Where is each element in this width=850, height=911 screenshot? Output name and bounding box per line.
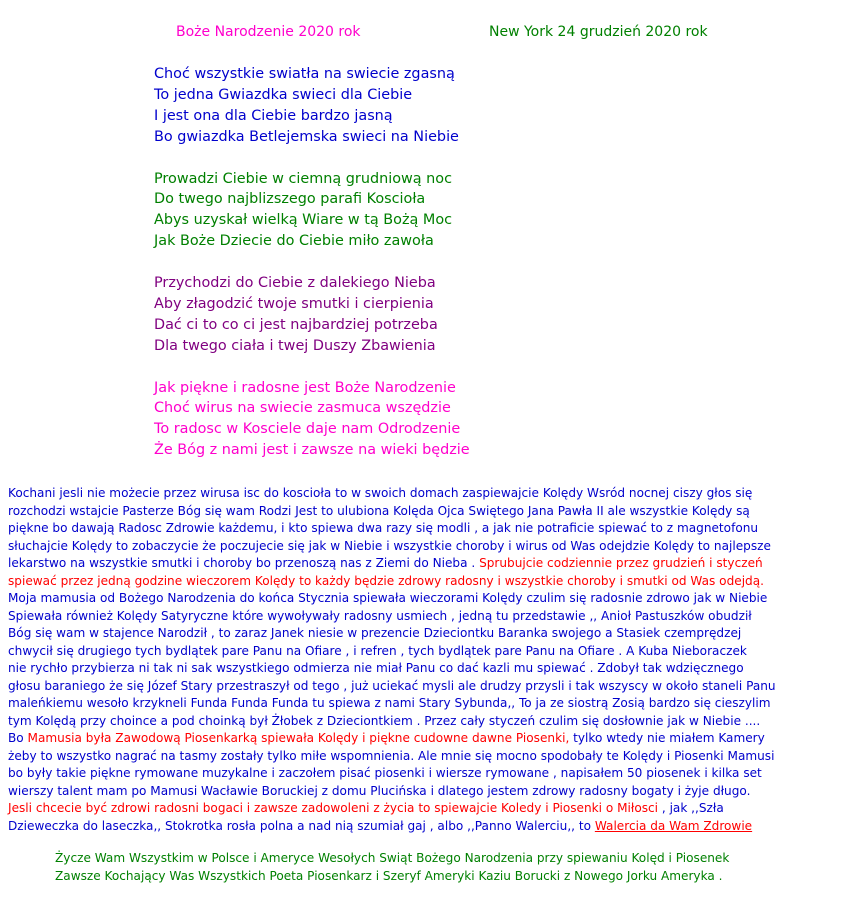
poem-line: Aby złagodzić twoje smutki i cierpienia xyxy=(154,295,434,312)
poem-line: Że Bóg z nami jest i zawsze na wieki będzie xyxy=(154,442,470,459)
prose-text: Bo xyxy=(8,731,28,745)
closing-signature xyxy=(55,850,845,885)
prose-highlight-line: spiewać przez jedną godzine wieczorem Kolędy to każdy będzie zdrowy radosny i wszystkie choroby i smutki od Was odejdą. xyxy=(8,573,764,588)
prose-line: głosu baraniego że się Józef Stary przestraszył od tego , już uciekać mysli ale drudzy przysli i tak wszyscy w około staneli Panu xyxy=(8,678,776,693)
prose-text: Dzieweczka do laseczka,, Stokrotka rosła polna a nad nią szumiał gaj , albo ,,Panno Walerciu,, to xyxy=(8,818,595,833)
prose-highlight: Jesli chcecie być zdrowi radosni bogaci i zawsze zadowoleni z życia to spiewajcie Koledy i Piosenki o Miłosci xyxy=(8,801,659,815)
poem xyxy=(154,64,674,482)
poem-line: Jak piękne i radosne jest Boże Narodzenie xyxy=(154,379,456,396)
poem-line: Bo gwiazdka Betlejemska swieci na Niebie xyxy=(154,128,459,145)
prose-line xyxy=(8,818,838,836)
prose-line: nie rychło przybierza ni tak ni sak wszystkiego odmierza nie miał Panu co dać kazli mu spiewać . Zdobył tak wdzięcznego xyxy=(8,661,744,675)
prose-line: tym Kolędą przy choince a pod choinką był Żłobek z Dzieciontkiem . Przez cały styczeń czulim się dosłownie jak w Niebie .... xyxy=(8,713,761,728)
prose-line xyxy=(8,555,838,573)
header-date: New York 24 grudzień 2020 rok xyxy=(489,24,708,40)
poem-stanza-4 xyxy=(154,378,674,462)
poem-line: Do twego najblizszego parafi Koscioła xyxy=(154,191,426,208)
prose-text: tylko wtedy nie miałem Kamery xyxy=(569,731,765,745)
prose-line: Kochani jesli nie możecie przez wirusa isc do koscioła to w swoich domach zaspiewajcie Kolędy Wsród nocnej ciszy głos się xyxy=(8,486,753,500)
poem-line: To jedna Gwiazdka swieci dla Ciebie xyxy=(154,86,413,103)
poem-line: Jak Boże Dziecie do Ciebie miło zawoła xyxy=(154,233,434,250)
poem-line: I jest ona dla Ciebie bardzo jasną xyxy=(154,107,393,124)
poem-stanza-3 xyxy=(154,273,674,357)
closing-line: Zawsze Kochający Was Wszystkich Poeta Piosenkarz i Szeryf Ameryki Kaziu Borucki z Nowego Jorku Ameryka . xyxy=(55,868,723,883)
prose-line: maleńkiemu wesoło krzykneli Funda Funda Funda tu spiewa z nami Stary Sybunda,, To ja ze siostrą Zosią bardzo się cieszylim xyxy=(8,696,771,710)
prose-line: żeby to wszystko nagrać na tasmy zostały tylko miłe wspomnienia. Ale mnie się mocno spodobały te Kolędy i Piosenki Mamusi xyxy=(8,748,775,763)
poem-line: Prowadzi Ciebie w ciemną grudniową noc xyxy=(154,170,453,187)
prose-paragraph xyxy=(8,485,838,835)
walercia-link[interactable]: Walercia da Wam Zdrowie xyxy=(594,818,753,833)
poem-line: Abys uzyskał wielką Wiare w tą Bożą Moc xyxy=(154,212,453,229)
prose-line: rozchodzi wstajcie Pasterze Bóg się wam Rodzi Jest to ulubiona Kolęda Ojca Swiętego Jana Pawła II ale wszystkie Kolędy są xyxy=(8,503,750,518)
prose-line: wierszy talent mam po Mamusi Wacławie Boruckiej z domu Plucińska i dlatego jestem zdrowy radosny bogaty i żyje długo. xyxy=(8,783,751,798)
poem-line: Dla twego ciała i twej Duszy Zbawienia xyxy=(154,337,436,354)
poem-line: Choć wszystkie swiatła na swiecie zgasną xyxy=(154,66,455,82)
header xyxy=(0,24,850,44)
prose-line xyxy=(8,800,838,818)
header-title: Boże Narodzenie 2020 rok xyxy=(176,24,361,40)
poem-line: Choć wirus na swiecie zasmuca wszędzie xyxy=(154,400,451,417)
poem-line: Przychodzi do Ciebie z dalekiego Nieba xyxy=(154,275,436,292)
prose-line: słuchajcie Kolędy to zobaczycie że poczujecie się jak w Niebie i wszystkie choroby i wirus od Was odejdzie Kolędy to najlepsze xyxy=(8,538,771,553)
closing-line: Życze Wam Wszystkim w Polsce i Ameryce Wesołych Swiąt Bożego Narodzenia przy spiewaniu Kolęd i Piosenek xyxy=(55,851,730,865)
prose-line: Bóg się wam w stajence Narodził , to zaraz Janek niesie w prezencie Dzieciontku Baranka swojego a Stasiek czemprędzej xyxy=(8,626,742,640)
prose-line: piękne bo dawają Radosc Zdrowie każdemu, i kto spiewa dwa razy się modli , a jak nie potraficie spiewać to z magnetofonu xyxy=(8,521,759,535)
prose-line: chwycił się drugiego tych bydlątek pare Panu na Ofiare , i refren , tych bydlątek pare Panu na Ofiare . A Kuba Nieboraczek xyxy=(8,643,747,658)
prose-highlight: Mamusia była Zawodową Piosenkarką spiewała Kolędy i piękne cudowne dawne Piosenki, xyxy=(27,731,570,745)
poem-stanza-2 xyxy=(154,169,674,253)
poem-line: Dać ci to co ci jest najbardziej potrzeba xyxy=(154,316,438,333)
prose-highlight: Sprubujcie codziennie przez grudzień i styczeń xyxy=(479,556,763,570)
prose-line xyxy=(8,730,838,748)
prose-line: Spiewała również Kolędy Satyryczne które wywoływały radosny usmiech , jedną tu przedstawie ,, Anioł Pastuszków obudził xyxy=(8,608,752,623)
prose-text: , jak ,,Szła xyxy=(658,801,724,815)
prose-line: Moja mamusia od Bożego Narodzenia do końca Stycznia spiewała wieczorami Kolędy czulim się radosnie zdrowo jak w Niebie xyxy=(8,591,768,605)
poem-stanza-1 xyxy=(154,64,674,148)
prose-text: lekarstwo na wszystkie smutki i choroby bo przenoszą nas z Ziemi do Nieba . xyxy=(8,556,480,570)
poem-line: To radosc w Kosciele daje nam Odrodzenie xyxy=(154,421,461,438)
prose-line: bo były takie piękne rymowane muzykalne i zaczołem pisać piosenki i wiersze rymowane , napisałem 50 piosenek i kilka set xyxy=(8,766,762,780)
